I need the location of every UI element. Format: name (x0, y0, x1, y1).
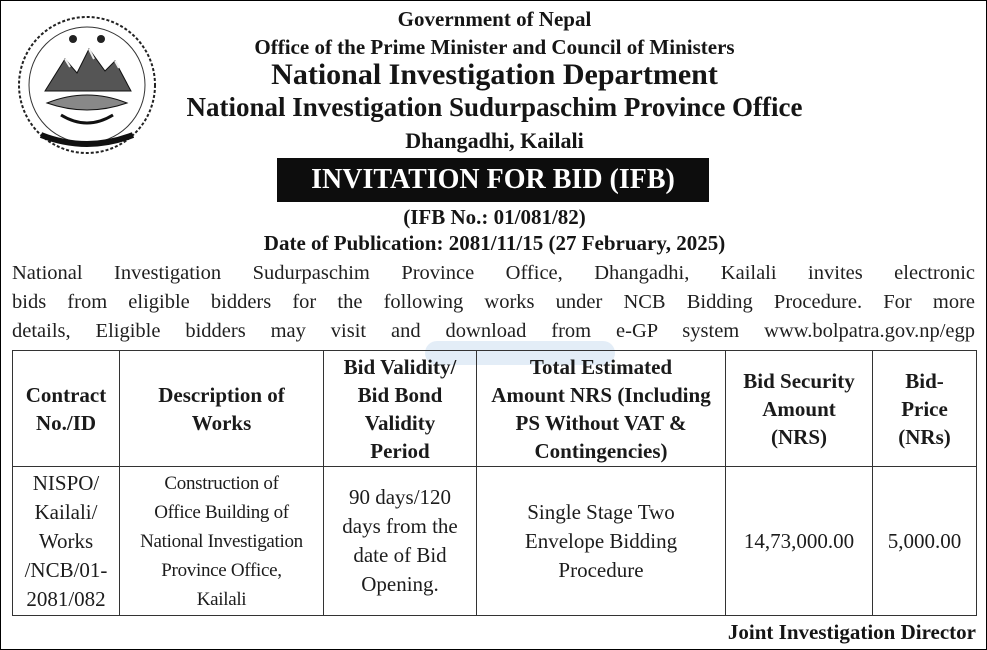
signatory: Joint Investigation Director (727, 620, 976, 644)
description-cell: Construction of Office Building of National Investigation Province Office, Kailali (120, 467, 324, 616)
department-title: National Investigation Department (271, 58, 718, 91)
table-row (13, 467, 977, 616)
column-header: Bid- Price (NRs) (873, 351, 977, 467)
government-title: Government of Nepal (397, 7, 592, 31)
column-header: Description of Works (120, 351, 324, 467)
bid-security-cell: 14,73,000.00 (726, 467, 873, 616)
bid-price-cell: 5,000.00 (873, 467, 977, 616)
contract-id-cell: NISPO/ Kailali/ Works /NCB/01- 2081/082 (13, 467, 120, 616)
column-header: Bid Validity/ Bid Bond Validity Period (324, 351, 477, 467)
intro-line: bids from eligible bidders for the following works under NCB Bidding Procedure. For more (12, 291, 975, 313)
publication-date: Date of Publication: 2081/11/15 (27 February, 2025) (263, 231, 726, 255)
ifb-title-banner: INVITATION FOR BID (IFB) (277, 158, 709, 202)
ifb-number: (IFB No.: 01/081/82) (403, 205, 586, 229)
province-office-title: National Investigation Sudurpaschim Province Office (186, 92, 803, 122)
intro-line: National Investigation Sudurpaschim Province Office, Dhangadhi, Kailali invites electronic (12, 262, 975, 284)
column-header: Contract No./ID (13, 351, 120, 467)
office-title: Office of the Prime Minister and Council of Ministers (254, 35, 735, 59)
estimated-amount-cell: Single Stage Two Envelope Bidding Procedure (477, 467, 726, 616)
bid-table (12, 350, 977, 616)
column-header: Bid Security Amount (NRS) (726, 351, 873, 467)
table-header-row (13, 351, 977, 467)
bid-validity-cell: 90 days/120 days from the date of Bid Opening. (324, 467, 477, 616)
column-header: Total Estimated Amount NRS (Including PS Without VAT & Contingencies) (477, 351, 726, 467)
location-title: Dhangadhi, Kailali (405, 128, 584, 153)
intro-line: details, Eligible bidders may visit and download from e-GP system www.bolpatra.gov.np/egp (12, 320, 975, 342)
